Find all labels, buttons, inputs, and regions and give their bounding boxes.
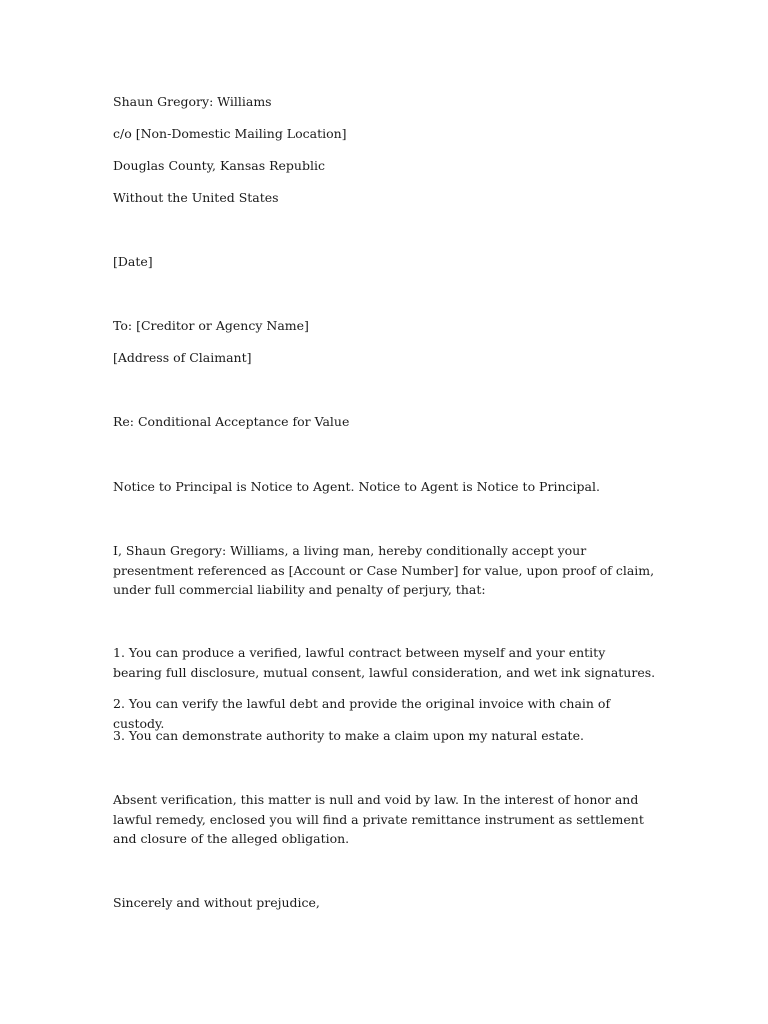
sign-off: Sincerely and without prejudice, — [113, 895, 320, 910]
condition-item-3: 3. You can demonstrate authority to make a claim upon my natural estate. — [113, 728, 584, 743]
subject-line: Re: Conditional Acceptance for Value — [113, 414, 350, 429]
condition-item-2: 2. You can verify the lawful debt and provide the original invoice with chain of custody. — [113, 696, 611, 731]
notice-line: Notice to Principal is Notice to Agent. Notice to Agent is Notice to Principal. — [113, 479, 600, 494]
opening-paragraph: I, Shaun Gregory: Williams, a living man, hereby conditionally accept your presentment referenced as [Account or Case Number] for value, upon proof of claim, under full commercial liability and penalty of perjury, that: — [113, 543, 655, 597]
sender-address-line-2: Douglas County, Kansas Republic — [113, 158, 325, 173]
closing-paragraph: Absent verification, this matter is null and void by law. In the interest of honor and lawful remedy, enclosed you will find a private remittance instrument as settlement and closure of the alleged obligation. — [113, 792, 644, 846]
sender-address-line-3: Without the United States — [113, 190, 279, 205]
sender-name: Shaun Gregory: Williams — [113, 94, 272, 109]
recipient-address: [Address of Claimant] — [113, 350, 252, 365]
letter-date: [Date] — [113, 254, 153, 269]
condition-item-1: 1. You can produce a verified, lawful contract between myself and your entity bearing full disclosure, mutual consent, lawful consideration, and wet ink signatures. — [113, 645, 656, 680]
recipient-name: To: [Creditor or Agency Name] — [113, 318, 309, 333]
sender-address-line-1: c/o [Non-Domestic Mailing Location] — [113, 126, 347, 141]
